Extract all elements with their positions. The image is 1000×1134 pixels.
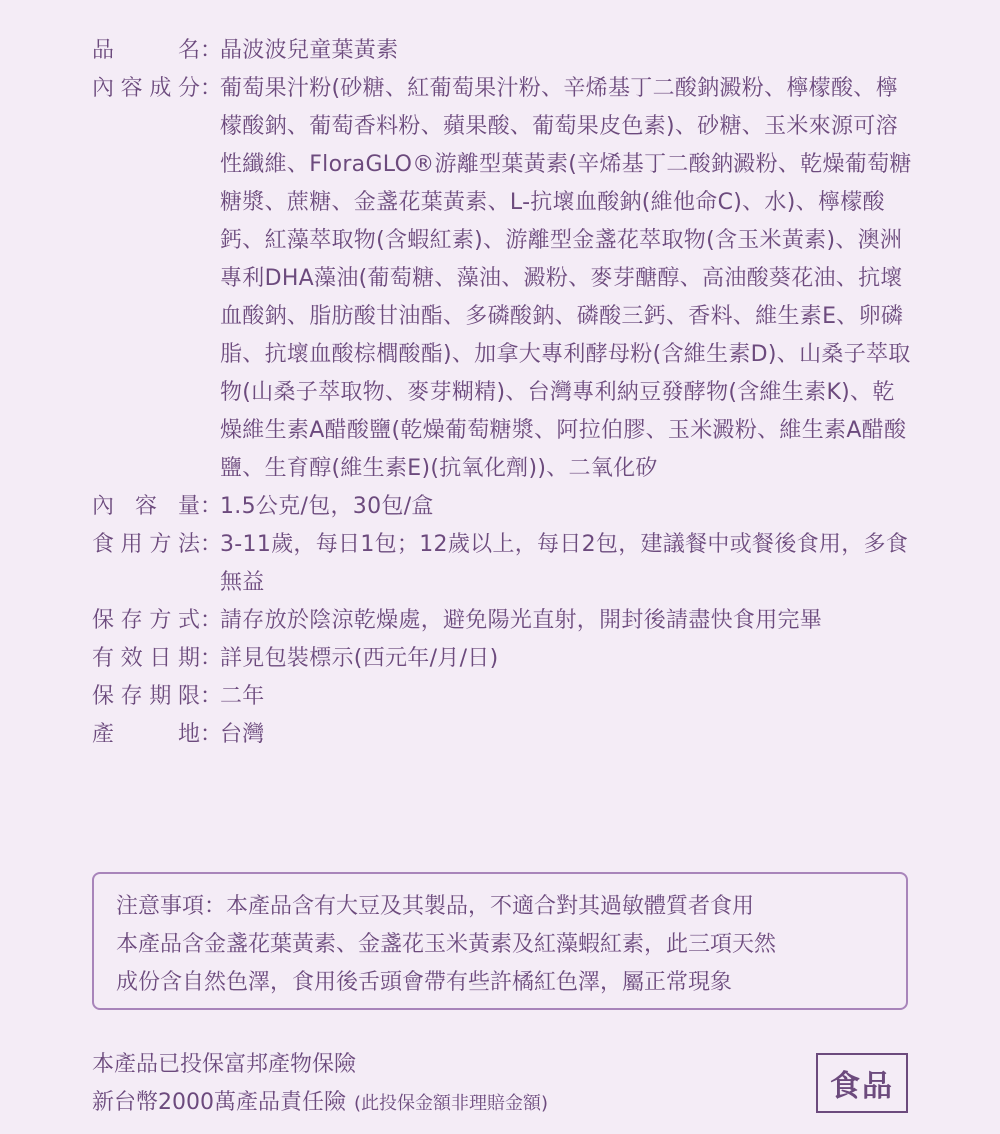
spec-table (92, 32, 912, 754)
colon: ： (200, 38, 223, 63)
spec-label: 產 地 (92, 722, 200, 747)
spec-label: 保 存 方 式 (92, 608, 200, 633)
food-badge: 食品 (816, 1053, 908, 1113)
insurance-line-1: 本產品已投保富邦產物保險 (92, 1052, 357, 1077)
insurance-amount: 新台幣2000萬產品責任險 (92, 1090, 346, 1115)
spec-row-net-content (92, 488, 912, 526)
spec-label: 品 名 (92, 38, 200, 63)
spec-label: 內 容 成 分 (92, 76, 200, 101)
colon: ： (200, 684, 223, 709)
spec-label: 食 用 方 法 (92, 532, 200, 557)
notice-line: 成份含自然色澤，食用後舌頭會帶有些許橘紅色澤，屬正常現象 (116, 970, 733, 995)
spec-value: 請存放於陰涼乾燥處，避免陽光直射，開封後請盡快食用完畢 (220, 608, 823, 633)
colon: ： (200, 646, 223, 671)
spec-value: 二年 (220, 684, 265, 709)
spec-value: 台灣 (220, 722, 265, 747)
spec-row-origin (92, 716, 912, 754)
spec-row-usage (92, 526, 912, 602)
spec-label: 保 存 期 限 (92, 684, 200, 709)
spec-value: 3-11歲，每日1包；12歲以上，每日2包，建議餐中或餐後食用，多食無益 (220, 532, 909, 595)
colon: ： (200, 722, 223, 747)
notice-line: 本產品含金盞花葉黃素、金盞花玉米黃素及紅藻蝦紅素，此三項天然 (116, 932, 777, 957)
insurance-info (92, 1046, 548, 1123)
notice-line: 注意事項：本產品含有大豆及其製品，不適合對其過敏體質者食用 (116, 894, 755, 919)
colon: ： (200, 532, 223, 557)
insurance-note: (此投保金額非理賠金額) (354, 1093, 549, 1114)
spec-row-expiry (92, 640, 912, 678)
spec-label: 內 容 量 (92, 494, 200, 519)
colon: ： (200, 76, 223, 101)
spec-row-ingredients (92, 70, 912, 488)
spec-value: 詳見包裝標示(西元年/月/日) (220, 646, 499, 671)
spec-row-name (92, 32, 912, 70)
spec-value: 晶波波兒童葉黃素 (220, 38, 399, 63)
spec-row-storage (92, 602, 912, 640)
spec-label: 有 效 日 期 (92, 646, 200, 671)
colon: ： (200, 494, 223, 519)
spec-row-shelf-life (92, 678, 912, 716)
spec-value: 1.5公克/包，30包/盒 (220, 494, 434, 519)
notice-box (92, 872, 908, 1010)
insurance-line-2 (92, 1084, 548, 1123)
colon: ： (200, 608, 223, 633)
spec-value: 葡萄果汁粉(砂糖、紅葡萄果汁粉、辛烯基丁二酸鈉澱粉、檸檬酸、檸檬酸鈉、葡萄香料粉、蘋果酸、葡萄果皮色素)、砂糖、玉米來源可溶性纖維、FloraGLO®游離型葉黃素(辛烯基丁二酸鈉澱粉、乾燥葡萄糖糖漿、蔗糖、金盞花葉黃素、L-抗壞血酸鈉(維他命C)、水)、檸檬酸鈣、紅藻萃取物(含蝦紅素)、游離型金盞花萃取物(含玉米黃素)、澳洲專利DHA藻油(葡萄糖、藻油、澱粉、麥芽醣醇、高油酸葵花油、抗壞血酸鈉、脂肪酸甘油酯、多磷酸鈉、磷酸三鈣、香料、維生素E、卵磷脂、抗壞血酸棕櫚酸酯)、加拿大專利酵母粉(含維生素D)、山桑子萃取物(山桑子萃取物、麥芽糊精)、台灣專利納豆發酵物(含維生素K)、乾燥維生素A醋酸鹽(乾燥葡萄糖漿、阿拉伯膠、玉米澱粉、維生素A醋酸鹽、生育醇(維生素E)(抗氧化劑))、二氧化矽 (220, 76, 912, 481)
